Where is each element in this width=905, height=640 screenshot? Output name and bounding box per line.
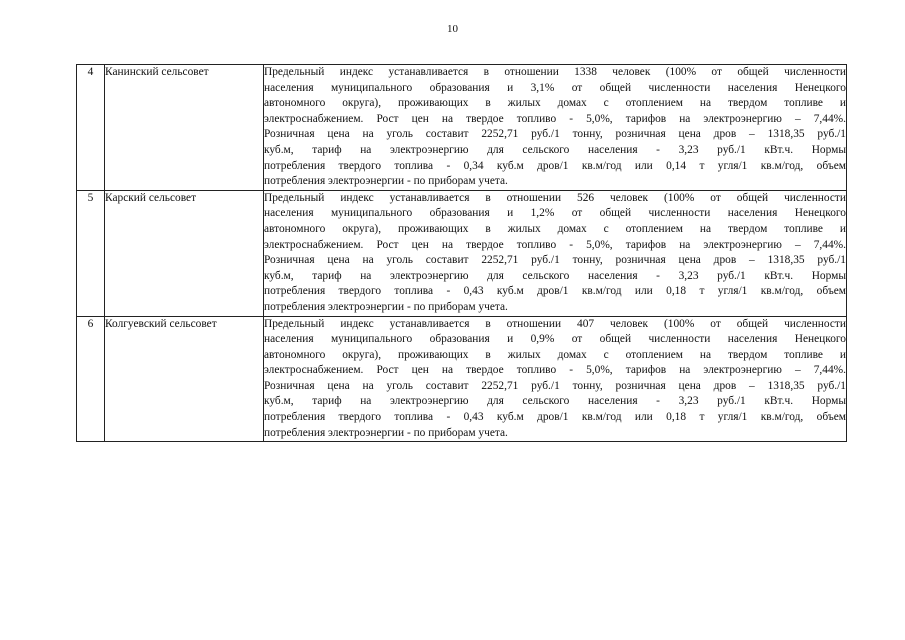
description-line: Розничная цена на уголь составит 2252,71 руб./1 тонну, розничная цена дров – 1318,35 руб./1: [264, 254, 846, 267]
page-number: 10: [447, 23, 458, 35]
description-line: Розничная цена на уголь составит 2252,71 руб./1 тонну, розничная цена дров – 1318,35 руб./1: [264, 379, 846, 392]
description-line: потребления твердого топлива - 0,34 куб.м дров/1 кв.м/год или 0,14 т угля/1 кв.м/год, объем: [264, 159, 846, 172]
index-description: [264, 190, 847, 316]
description-line: Предельный индекс устанавливается в отношении 407 человек (100% от общей численности: [264, 317, 846, 330]
description-line: автономного округа), проживающих в жилых домах с отоплением на твердом топливе и: [264, 222, 846, 235]
table-row: [77, 316, 847, 442]
description-line: населения муниципального образования и 1,2% от общей численности населения Ненецкого: [264, 207, 846, 220]
description-line: электроснабжением. Рост цен на твердое топливо - 5,0%, тарифов на электроэнергию – 7,44%.: [264, 238, 846, 251]
index-description: [264, 316, 847, 442]
settlements-table-body: [77, 65, 847, 442]
description-line: автономного округа), проживающих в жилых домах с отоплением на твердом топливе и: [264, 348, 846, 361]
settlements-table: [76, 64, 847, 442]
description-line: потребления твердого топлива - 0,43 куб.м дров/1 кв.м/год или 0,18 т угля/1 кв.м/год, объем: [264, 285, 846, 298]
index-description: [264, 65, 847, 191]
row-number: 6: [77, 316, 105, 442]
description-line: электроснабжением. Рост цен на твердое топливо - 5,0%, тарифов на электроэнергию – 7,44%.: [264, 112, 846, 125]
description-line: Предельный индекс устанавливается в отношении 1338 человек (100% от общей численности: [264, 66, 846, 78]
table-row: [77, 65, 847, 191]
settlement-name: Карский сельсовет: [105, 190, 264, 316]
description-line: потребления твердого топлива - 0,43 куб.м дров/1 кв.м/год или 0,18 т угля/1 кв.м/год, объем: [264, 411, 846, 424]
row-number: 5: [77, 190, 105, 316]
description-line: населения муниципального образования и 3,1% от общей численности населения Ненецкого: [264, 81, 846, 94]
settlement-name: Колгуевский сельсовет: [105, 316, 264, 442]
description-line: куб.м, тариф на электроэнергию для сельского населения - 3,23 руб./1 кВт.ч. Нормы: [264, 395, 846, 408]
description-line: потребления электроэнергии - по приборам учета.: [264, 426, 508, 439]
description-line: Розничная цена на уголь составит 2252,71 руб./1 тонну, розничная цена дров – 1318,35 руб./1: [264, 128, 846, 141]
description-line: куб.м, тариф на электроэнергию для сельского населения - 3,23 руб./1 кВт.ч. Нормы: [264, 143, 846, 156]
description-line: населения муниципального образования и 0,9% от общей численности населения Ненецкого: [264, 333, 846, 346]
description-line: Предельный индекс устанавливается в отношении 526 человек (100% от общей численности: [264, 191, 846, 204]
row-number: 4: [77, 65, 105, 191]
settlement-name: Канинский сельсовет: [105, 65, 264, 191]
description-line: потребления электроэнергии - по приборам учета.: [264, 175, 508, 188]
table-row: [77, 190, 847, 316]
description-line: потребления электроэнергии - по приборам учета.: [264, 300, 508, 313]
description-line: автономного округа), проживающих в жилых домах с отоплением на твердом топливе и: [264, 97, 846, 110]
description-line: куб.м, тариф на электроэнергию для сельского населения - 3,23 руб./1 кВт.ч. Нормы: [264, 269, 846, 282]
description-line: электроснабжением. Рост цен на твердое топливо - 5,0%, тарифов на электроэнергию – 7,44%.: [264, 364, 846, 377]
